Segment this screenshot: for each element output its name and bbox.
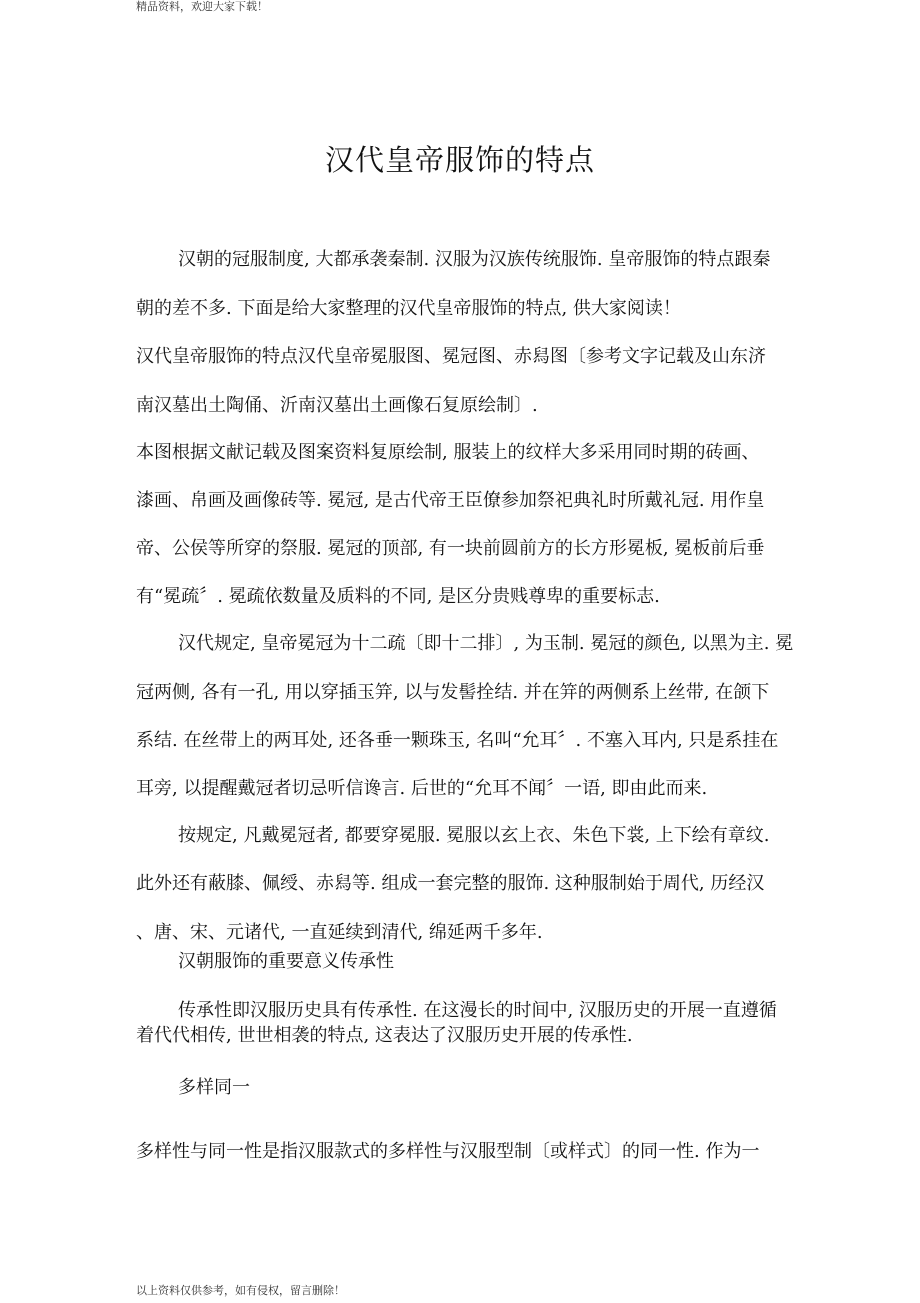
paragraph-line: 帝、公侯等所穿的祭服. 冕冠的顶部, 有一块前圆前方的长方形冕板, 冕板前后垂 (136, 538, 765, 559)
paragraph-line: 此外还有蔽膝、佩绶、赤舄等. 组成一套完整的服饰. 这种服制始于周代, 历经汉 (136, 873, 765, 894)
paragraph-line: 按规定, 凡戴冕冠者, 都要穿冕服. 冕服以玄上衣、朱色下裳, 上下绘有章纹. (178, 825, 770, 846)
paragraph-line: 有“冕疏〞. 冕疏依数量及质料的不同, 是区分贵贱尊卑的重要标志. (136, 586, 660, 607)
page-header-note: 精品资料，欢迎大家下载！ (136, 0, 268, 13)
page-footer-note: 以上资料仅供参考，如有侵权，留言删除！ (136, 1284, 345, 1297)
paragraph-line: 系结. 在丝带上的两耳处, 还各垂一颗珠玉, 名叫“允耳〞. 不塞入耳内, 只是系挂在 (136, 730, 779, 751)
paragraph-line: 汉代规定, 皇帝冕冠为十二疏〔即十二排〕, 为玉制. 冕冠的颜色, 以黑为主. 冕 (178, 633, 794, 654)
paragraph-line: 汉代皇帝服饰的特点汉代皇帝冕服图、冕冠图、赤舄图〔参考文字记载及山东济 (136, 346, 766, 367)
paragraph-line: 漆画、帛画及画像砖等. 冕冠, 是古代帝王臣僚参加祭祀典礼时所戴礼冠. 用作皇 (136, 490, 765, 511)
paragraph-line: 、唐、宋、元诸代, 一直延续到清代, 绵延两千多年. (136, 922, 543, 943)
paragraph-line: 传承性即汉服历史具有传承性. 在这漫长的时间中, 汉服历史的开展一直遵循 (178, 1000, 777, 1021)
paragraph-line: 着代代相传, 世世相袭的特点, 这表达了汉服历史开展的传承性. (136, 1025, 633, 1046)
paragraph-line: 多样性与同一性是指汉服款式的多样性与汉服型制〔或样式〕的同一性. 作为一 (136, 1141, 760, 1162)
paragraph-line: 南汉墓出土陶俑、沂南汉墓出土画像石复原绘制〕. (136, 395, 538, 416)
paragraph-line: 冠两侧, 各有一孔, 用以穿插玉笄, 以与发髻拴结. 并在笄的两侧系上丝带, 在颌下 (136, 682, 770, 703)
paragraph-line: 汉朝的冠服制度, 大都承袭秦制. 汉服为汉族传统服饰. 皇帝服饰的特点跟秦 (178, 249, 771, 270)
section-heading: 汉朝服饰的重要意义传承性 (178, 951, 394, 972)
paragraph-line: 耳旁, 以提醒戴冠者切忌听信谗言. 后世的“允耳不闻〞一语, 即由此而来. (136, 778, 708, 799)
document-title: 汉代皇帝服饰的特点 (324, 143, 595, 177)
paragraph-line: 朝的差不多. 下面是给大家整理的汉代皇帝服饰的特点, 供大家阅读！ (136, 298, 681, 319)
section-heading: 多样同一 (178, 1077, 250, 1098)
paragraph-line: 本图根据文献记载及图案资料复原绘制, 服装上的纹样大多采用同时期的砖画、 (136, 442, 760, 463)
